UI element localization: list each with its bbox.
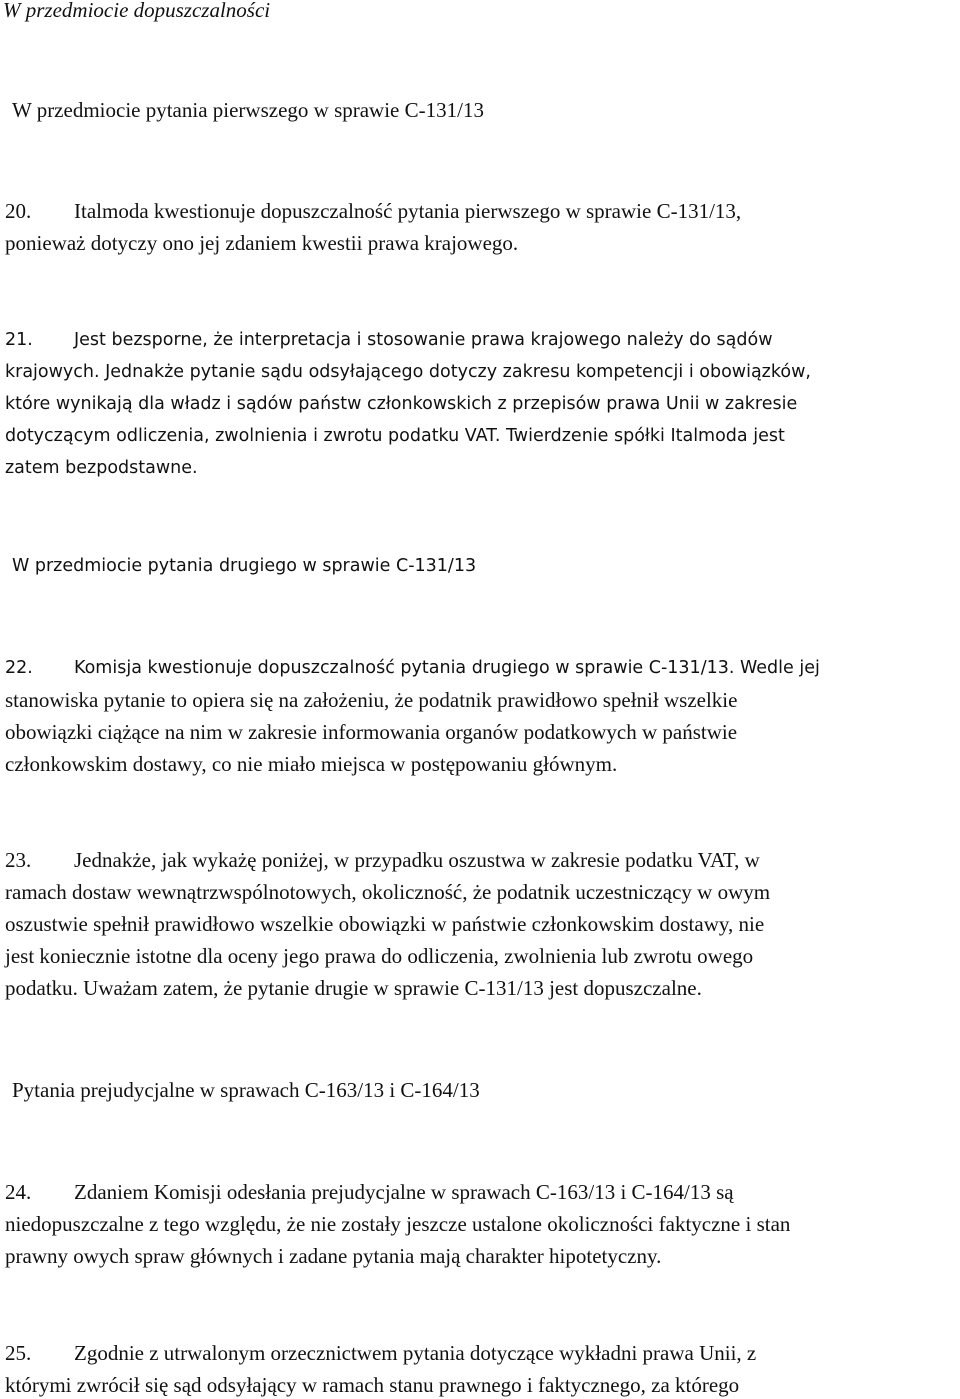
paragraph-line: stanowiska pytanie to opiera się na założeniu, że podatnik prawidłowo spełnił wszelkie <box>5 688 738 712</box>
paragraph-line: ramach dostaw wewnątrzwspólnotowych, okoliczność, że podatnik uczestniczący w owym <box>5 880 771 904</box>
paragraph-number: 23. <box>5 848 32 872</box>
paragraph-number: 25. <box>5 1341 32 1365</box>
paragraph-line: Komisja kwestionuje dopuszczalność pytania drugiego w sprawie C‑131/13. Wedle jej <box>74 658 820 678</box>
paragraph-line: jest koniecznie istotne dla oceny jego prawa do odliczenia, zwolnienia lub zwrotu owego <box>5 944 754 968</box>
paragraph-line: Jednakże, jak wykażę poniżej, w przypadku oszustwa w zakresie podatku VAT, w <box>74 848 760 872</box>
subheading-question-2: W przedmiocie pytania drugiego w sprawie C‑131/13 <box>12 556 477 576</box>
paragraph-line: krajowych. Jednakże pytanie sądu odsyłającego dotyczy zakresu kompetencji i obowiązków, <box>5 362 811 382</box>
paragraph-line: Zgodnie z utrwalonym orzecznictwem pytania dotyczące wykładni prawa Unii, z <box>74 1341 757 1365</box>
paragraph-line: niedopuszczalne z tego względu, że nie zostały jeszcze ustalone okoliczności faktyczne i stan <box>5 1212 791 1236</box>
paragraph-line: prawny owych spraw głównych i zadane pytania mają charakter hipotetyczny. <box>5 1244 662 1268</box>
paragraph-number: 22. <box>5 658 33 678</box>
paragraph-line: Italmoda kwestionuje dopuszczalność pytania pierwszego w sprawie C‑131/13, <box>74 199 742 223</box>
paragraph-number: 21. <box>5 330 33 350</box>
paragraph-line: obowiązki ciążące na nim w zakresie informowania organów podatkowych w państwie <box>5 720 738 744</box>
paragraph-line: oszustwie spełnił prawidłowo wszelkie obowiązki w państwie członkowskim dostawy, nie <box>5 912 765 936</box>
subheading-questions-c163-c164: Pytania prejudycjalne w sprawach C‑163/13 i C‑164/13 <box>12 1078 480 1102</box>
paragraph-line: ponieważ dotyczy ono jej zdaniem kwestii prawa krajowego. <box>5 231 519 255</box>
paragraph-line: dotyczącym odliczenia, zwolnienia i zwrotu podatku VAT. Twierdzenie spółki Italmoda jest <box>5 426 785 446</box>
paragraph-line: członkowskim dostawy, co nie miało miejsca w postępowaniu głównym. <box>5 752 618 776</box>
subheading-question-1: W przedmiocie pytania pierwszego w sprawie C‑131/13 <box>12 98 484 122</box>
paragraph-line: zatem bezpodstawne. <box>5 458 198 478</box>
paragraph-line: podatku. Uważam zatem, że pytanie drugie w sprawie C‑131/13 jest dopuszczalne. <box>5 976 702 1000</box>
paragraph-line: które wynikają dla władz i sądów państw członkowskich z przepisów prawa Unii w zakresie <box>5 394 798 414</box>
paragraph-line: którymi zwrócił się sąd odsyłający w ramach stanu prawnego i faktycznego, za którego <box>5 1373 740 1397</box>
paragraph-line: Zdaniem Komisji odesłania prejudycjalne w sprawach C‑163/13 i C‑164/13 są <box>74 1180 734 1204</box>
section-heading: W przedmiocie dopuszczalności <box>3 0 271 22</box>
paragraph-line: Jest bezsporne, że interpretacja i stosowanie prawa krajowego należy do sądów <box>74 330 773 350</box>
paragraph-number: 20. <box>5 199 32 223</box>
paragraph-number: 24. <box>5 1180 32 1204</box>
